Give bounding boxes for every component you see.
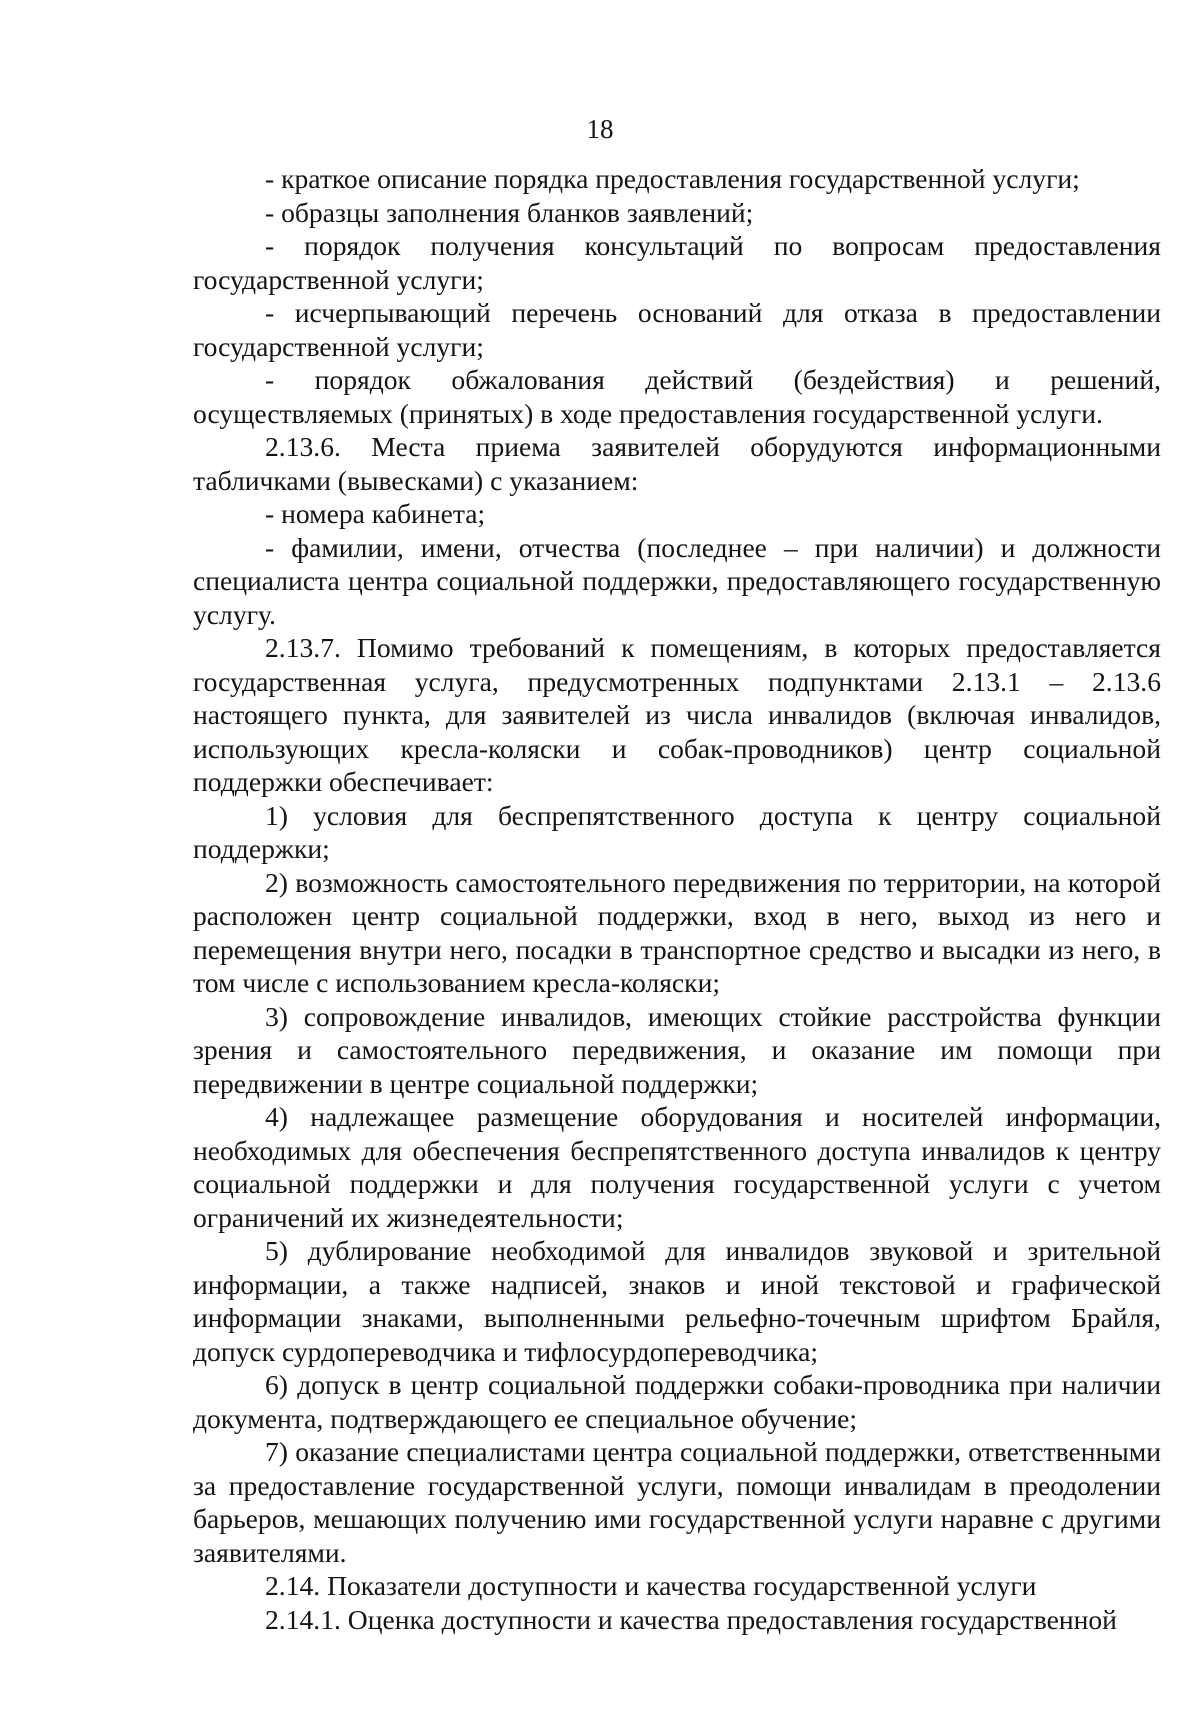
- paragraph-2-13-6: 2.13.6. Места приема заявителей оборудуются информационными табличками (вывесками) с указанием:: [193, 431, 1161, 496]
- paragraph-2-13-7: 2.13.7. Помимо требований к помещениям, в которых предоставляется государственная услуга, предусмотренных подпунктами 2.13.1 – 2.13.6 настоящего пункта, для заявителей из числа инвалидов (включая инвалидов, использующих кресла-коляски и собак-проводников) центр социальной поддержки обеспечивает:: [193, 632, 1161, 797]
- paragraph-2-14-1: 2.14.1. Оценка доступности и качества предоставления государственной: [265, 1603, 1117, 1635]
- paragraph-refusal-grounds: - исчерпывающий перечень оснований для отказа в предоставлении государственной услуги;: [193, 297, 1161, 362]
- page-number: 18: [586, 114, 614, 144]
- paragraph-brief-description: - краткое описание порядка предоставления государственной услуги;: [265, 163, 1080, 194]
- paragraph-consultation-procedure: - порядок получения консультаций по вопросам предоставления государственной услуги;: [193, 230, 1161, 295]
- list-item-4: 4) надлежащее размещение оборудования и носителей информации, необходимых для обеспечения беспрепятственного доступа инвалидов к центру социальной поддержки и для получения государственной услуги с учетом ограничений их жизнедеятельности;: [193, 1101, 1161, 1233]
- list-item-3: 3) сопровождение инвалидов, имеющих стойкие расстройства функции зрения и самостоятельного передвижения, и оказание им помощи при передвижении в центре социальной поддержки;: [193, 1000, 1161, 1099]
- paragraph-specialist-name: - фамилии, имени, отчества (последнее – при наличии) и должности специалиста центра социальной поддержки, предоставляющего государственную услугу.: [193, 531, 1161, 630]
- paragraph-appeal-procedure: - порядок обжалования действий (бездействия) и решений, осуществляемых (принятых) в ходе предоставления государственной услуги.: [193, 364, 1161, 429]
- document-body: [193, 162, 1161, 1636]
- list-item-5: 5) дублирование необходимой для инвалидов звуковой и зрительной информации, а также надписей, знаков и иной текстовой и графической информации знаками, выполненными рельефно-точечным шрифтом Брайля, допуск сурдопереводчика и тифлосурдопереводчика;: [193, 1235, 1161, 1367]
- paragraph-form-samples: - образцы заполнения бланков заявлений;: [265, 196, 754, 228]
- list-item-6: 6) допуск в центр социальной поддержки собаки-проводника при наличии документа, подтверждающего ее специальное обучение;: [193, 1369, 1161, 1434]
- paragraph-office-number: - номера кабинета;: [265, 498, 486, 529]
- list-item-1: 1) условия для беспрепятственного доступа к центру социальной поддержки;: [193, 799, 1161, 864]
- list-item-7: 7) оказание специалистами центра социальной поддержки, ответственными за предоставление государственной услуги, помощи инвалидам в преодолении барьеров, мешающих получению ими государственной услуги наравне с другими заявителями.: [193, 1436, 1161, 1568]
- list-item-2: 2) возможность самостоятельного передвижения по территории, на которой расположен центр социальной поддержки, вход в него, выход из него и перемещения внутри него, посадки в транспортное средство и высадки из него, в том числе с использованием кресла-коляски;: [193, 866, 1161, 998]
- section-heading-2-14: 2.14. Показатели доступности и качества государственной услуги: [265, 1570, 1037, 1601]
